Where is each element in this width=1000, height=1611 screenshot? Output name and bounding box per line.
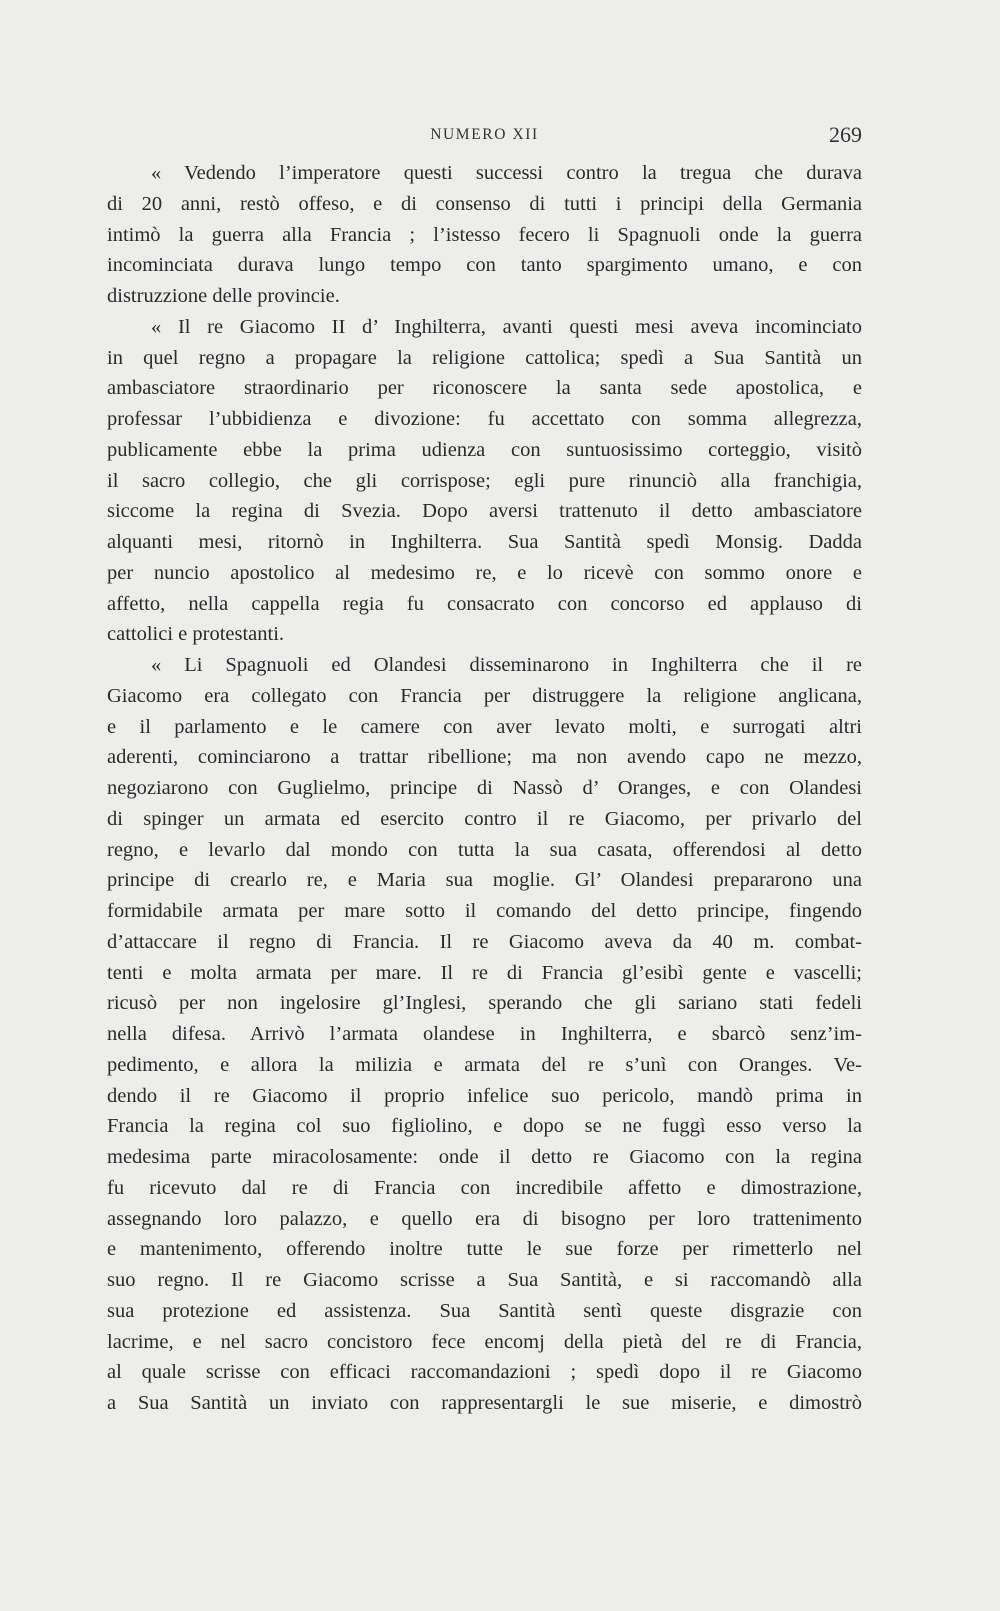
text-line: tenti e molta armata per mare. Il re di Francia gl’esibì gente e vascelli; <box>107 961 862 984</box>
text-line: incominciata durava lungo tempo con tanto spargimento umano, e con <box>107 254 862 277</box>
text-line: formidabile armata per mare sotto il comando del detto principe, fingendo <box>107 900 862 922</box>
text-line: nella difesa. Arrivò l’armata olandese in Inghilterra, e sbarcò senz’im- <box>107 1023 862 1045</box>
text-line: il sacro collegio, che gli corrispose; egli pure rinunciò alla franchigia, <box>107 469 862 492</box>
text-line: lacrime, e nel sacro concistoro fece encomj della pietà del re di Francia, <box>107 1330 862 1353</box>
text-line: a Sua Santità un inviato con rappresentargli le sue miserie, e dimostrò <box>107 1392 862 1414</box>
text-line: e mantenimento, offerendo inoltre tutte le sue forze per rimetterlo nel <box>107 1238 862 1261</box>
text-line: pedimento, e allora la milizia e armata del re s’unì con Oranges. Ve- <box>107 1053 862 1076</box>
text-line: intimò la guerra alla Francia ; l’istesso fecero li Spagnuoli onde la guerra <box>107 223 862 246</box>
text-line: assegnando loro palazzo, e quello era di bisogno per loro trattenimento <box>107 1207 862 1230</box>
text-line: in quel regno a propagare la religione cattolica; spedì a Sua Santità un <box>107 346 862 369</box>
text-line: siccome la regina di Svezia. Dopo aversi trattenuto il detto ambasciatore <box>107 500 862 523</box>
text-line: Giacomo era collegato con Francia per distruggere la religione anglicana, <box>107 684 862 707</box>
text-line: publicamente ebbe la prima udienza con suntuosissimo corteggio, visitò <box>107 438 862 461</box>
text-line: d’attaccare il regno di Francia. Il re Giacomo aveva da 40 m. combat- <box>107 930 862 953</box>
text-line: Francia la regina col suo figliolino, e dopo se ne fuggì esso verso la <box>107 1115 862 1138</box>
text-line: alquanti mesi, ritornò in Inghilterra. Sua Santità spedì Monsig. Dadda <box>107 531 862 553</box>
text-line: di spinger un armata ed esercito contro il re Giacomo, per privarlo del <box>107 807 862 830</box>
text-line: negoziarono con Guglielmo, principe di Nassò d’ Oranges, e con Olandesi <box>107 777 862 799</box>
text-line: sua protezione ed assistenza. Sua Santità sentì queste disgrazie con <box>107 1299 862 1322</box>
text-line: per nuncio apostolico al medesimo re, e lo ricevè con sommo onore e <box>107 561 862 584</box>
text-line: « Vedendo l’imperatore questi successi contro la tregua che durava <box>151 162 862 184</box>
text-line: professar l’ubbidienza e divozione: fu accettato con somma allegrezza, <box>107 408 862 430</box>
text-line: al quale scrisse con efficaci raccomandazioni ; spedì dopo il re Giacomo <box>107 1361 862 1384</box>
text-line: di 20 anni, restò offeso, e di consenso di tutti i principi della Germania <box>107 192 862 215</box>
text-line: ricusò per non ingelosire gl’Inglesi, sperando che gli sariano stati fedeli <box>107 992 862 1015</box>
text-line: suo regno. Il re Giacomo scrisse a Sua Santità, e si raccomandò alla <box>107 1269 862 1291</box>
text-line: dendo il re Giacomo il proprio infelice suo pericolo, mandò prima in <box>107 1084 862 1107</box>
text-line: principe di crearlo re, e Maria sua moglie. Gl’ Olandesi prepararono una <box>107 869 862 892</box>
text-line: e il parlamento e le camere con aver levato molti, e surrogati altri <box>107 715 862 738</box>
text-line: « Il re Giacomo II d’ Inghilterra, avanti questi mesi aveva incominciato <box>151 315 862 338</box>
text-line: distruzzione delle provincie. <box>107 285 340 307</box>
text-line: ambasciatore straordinario per riconoscere la santa sede apostolica, e <box>107 377 862 400</box>
text-line: aderenti, cominciarono a trattar ribellione; ma non avendo capo ne mezzo, <box>107 746 862 769</box>
text-line: medesima parte miracolosamente: onde il detto re Giacomo con la regina <box>107 1146 862 1168</box>
running-head <box>107 122 862 152</box>
text-line: « Li Spagnuoli ed Olandesi disseminarono in Inghilterra che il re <box>151 654 862 676</box>
text-line: regno, e levarlo dal mondo con tutta la sua casata, offerendosi al detto <box>107 838 862 861</box>
running-title: NUMERO XII <box>430 126 539 143</box>
text-line: affetto, nella cappella regia fu consacrato con concorso ed applauso di <box>107 592 862 615</box>
text-line: fu ricevuto dal re di Francia con incredibile affetto e dimostrazione, <box>107 1176 862 1199</box>
text-line: cattolici e protestanti. <box>107 623 285 646</box>
body-text <box>107 158 862 1419</box>
page-number: 269 <box>829 122 862 147</box>
